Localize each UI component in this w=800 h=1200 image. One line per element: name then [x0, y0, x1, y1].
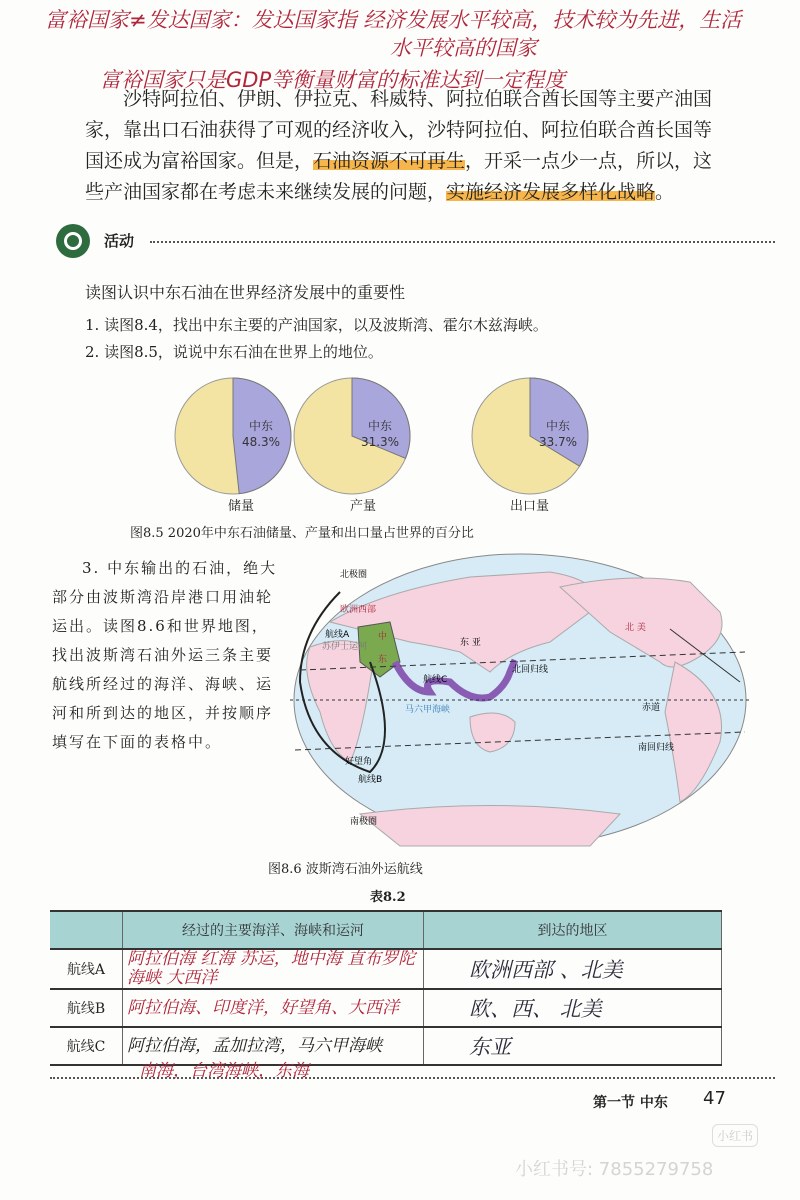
- map-label-antarctic: 南极圈: [350, 817, 378, 827]
- divider: [50, 1077, 775, 1079]
- map-label-east-asia: 东 亚: [460, 638, 481, 648]
- map-label-equator: 赤道: [642, 703, 661, 713]
- map-label-tropic-s: 南回归线: [638, 743, 675, 753]
- map-label-route-a: 航线A: [325, 630, 350, 640]
- table-header: 到达的地区: [424, 911, 722, 949]
- route-table: [50, 910, 722, 1066]
- pie-label-production: 产量: [350, 499, 377, 514]
- pie-label-export: 出口量: [510, 499, 550, 514]
- map-label-tropic-n: 北回归线: [512, 665, 549, 675]
- highlighted-text: 石油资源不可再生: [313, 150, 466, 172]
- table-row: [50, 949, 722, 989]
- route-seas[interactable]: 阿拉伯海、印度洋，好望角、大西洋: [123, 989, 424, 1027]
- pie-value-label: 33.7%: [538, 435, 578, 449]
- map-label-route-b: 航线B: [358, 775, 383, 785]
- handwritten-overflow: 南海，台湾海峡，东海: [139, 1061, 309, 1081]
- route-name: 航线A: [50, 949, 123, 989]
- handwritten-note-1: 富裕国家≠发达国家：发达国家指 经济发展水平较高，技术较为先进，生活: [45, 8, 742, 32]
- page-number: 47: [703, 1088, 726, 1109]
- map-label-cape: 好望角: [345, 757, 373, 767]
- pie-value-label: 31.3%: [360, 435, 400, 449]
- paragraph-text: 沙特阿拉伯、伊朗、伊拉克、科威特、阿拉伯联合酋长国等主要产油国家，靠出口石油获得了可观的经济收入，沙特阿拉伯、阿拉伯联合酋长国等国还成为富裕国家。但是，: [85, 88, 713, 172]
- route-seas[interactable]: 阿拉伯海 红海 苏运，地中海 直布罗陀海峡 大西洋: [123, 949, 424, 989]
- map-label-malacca: 马六甲海峡: [405, 705, 451, 715]
- map-label-north-america: 北 美: [625, 623, 646, 633]
- watermark-id: 小红书号: 7855279758: [515, 1159, 714, 1180]
- handwritten-note-3: 富裕国家只是GDP等衡量财富的标准达到一定程度: [100, 68, 566, 92]
- watermark-logo: 小红书: [712, 1124, 758, 1147]
- pie-slice-label: 中东: [367, 419, 393, 433]
- question-2: 2. 读图8.5，说说中东石油在世界上的地位。: [85, 343, 383, 361]
- pie-slice-label: 中东: [545, 419, 571, 433]
- pie-charts: [0, 370, 800, 520]
- map-label-w-europe: 欧洲西部: [340, 605, 377, 615]
- map-label-me-1: 中: [378, 632, 388, 642]
- map-label-suez: 苏伊士运河: [322, 642, 368, 652]
- table-header-row: [50, 911, 722, 949]
- footer-section: 第一节 中东: [593, 1095, 668, 1111]
- pie-label-reserves: 储量: [228, 499, 255, 514]
- activity-label: 活动: [104, 232, 135, 250]
- paragraph-text: 。: [655, 181, 675, 203]
- paragraph-text: ，开采一点少一点，所以，这些产油国家都在考虑未来继续发展的问题，: [85, 150, 713, 203]
- question-3: 3. 中东输出的石油，绝大部分由波斯湾沿岸港口用油轮运出。读图8.6和世界地图，找出波斯湾石油外运三条主要航线所经过的海洋、海峡、运河和所到达的地区，并按顺序填写在下面的表格中。: [52, 559, 278, 751]
- table-title: 表8.2: [370, 890, 406, 905]
- map-label-route-c: 航线C: [423, 675, 448, 685]
- route-name: 航线C: [50, 1027, 123, 1065]
- question-1: 1. 读图8.4，找出中东主要的产油国家，以及波斯湾、霍尔木兹海峡。: [85, 316, 548, 334]
- map-label-arctic: 北极圈: [340, 570, 368, 580]
- table-header: [50, 911, 123, 949]
- route-region[interactable]: 东亚: [424, 1027, 722, 1065]
- activity-title: 读图认识中东石油在世界经济发展中的重要性: [85, 283, 406, 302]
- route-region[interactable]: 欧、西、 北美: [424, 989, 722, 1027]
- route-region[interactable]: 欧洲西部 、北美: [424, 949, 722, 989]
- table-header: 经过的主要海洋、海峡和运河: [123, 911, 424, 949]
- route-name: 航线B: [50, 989, 123, 1027]
- table-row: [50, 989, 722, 1027]
- map-label-me-2: 东: [378, 655, 388, 665]
- world-map: [290, 552, 750, 848]
- divider: [150, 241, 775, 243]
- body-paragraph: [85, 84, 725, 208]
- pie-value-label: 48.3%: [241, 435, 281, 449]
- figure-caption-8-5: 图8.5 2020年中东石油储量、产量和出口量占世界的百分比: [130, 526, 474, 541]
- route-seas[interactable]: 阿拉伯海，孟加拉湾，马六甲海峡: [123, 1027, 424, 1065]
- table-row: [50, 1027, 722, 1065]
- activity-icon: [56, 224, 90, 258]
- pie-slice-label: 中东: [248, 419, 274, 433]
- figure-caption-8-6: 图8.6 波斯湾石油外运航线: [268, 862, 423, 877]
- highlighted-text: 实施经济发展多样化战略: [446, 181, 656, 203]
- handwritten-note-2: 水平较高的国家: [390, 36, 537, 60]
